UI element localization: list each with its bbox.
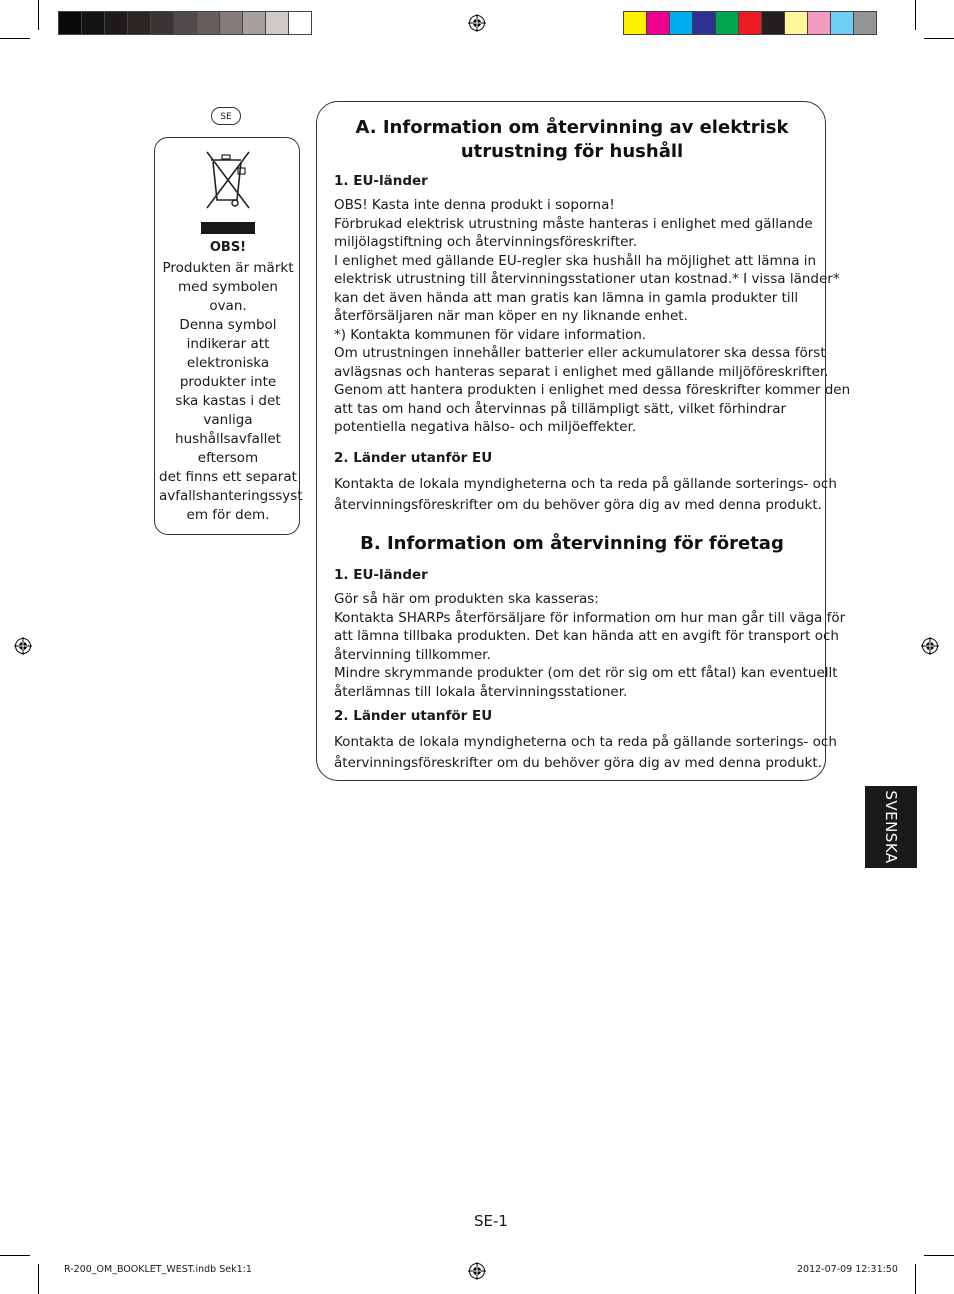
color-swatch xyxy=(715,11,739,35)
section-a-eu-text xyxy=(334,196,851,437)
crop-mark xyxy=(915,1264,916,1294)
color-swatch xyxy=(623,11,647,35)
color-swatch xyxy=(807,11,831,35)
crop-mark xyxy=(924,38,954,39)
country-badge: SE xyxy=(211,107,241,125)
notice-text-line: elektroniska xyxy=(186,355,270,371)
section-b-subheading-eu: 1. EU-länder xyxy=(334,567,428,583)
section-b-eu-text xyxy=(334,590,846,701)
color-swatch xyxy=(288,11,312,35)
gray-color-bar xyxy=(58,11,312,35)
crop-mark xyxy=(0,1255,30,1256)
color-swatch xyxy=(219,11,243,35)
text-line: I enlighet med gällande EU-regler ska hushåll ha möjlighet att lämna in xyxy=(334,252,817,269)
section-a-heading-line: A. Information om återvinning av elektrisk xyxy=(355,117,789,138)
text-line: återvinningsföreskrifter om du behöver göra dig av med denna produkt. xyxy=(334,755,822,771)
color-swatch xyxy=(173,11,197,35)
color-swatch xyxy=(784,11,808,35)
color-swatch xyxy=(104,11,128,35)
color-swatch xyxy=(646,11,670,35)
crop-mark xyxy=(924,1255,954,1256)
language-tab xyxy=(865,786,917,868)
text-line: elektrisk utrustning till återvinningsstationer utan kostnad.* I vissa länder* xyxy=(334,271,840,287)
color-swatch xyxy=(265,11,289,35)
registration-mark-icon xyxy=(14,637,32,655)
text-line: Gör så här om produkten ska kasseras: xyxy=(334,591,599,607)
text-line: återförsäljaren när man köper en ny liknande enhet. xyxy=(334,308,688,324)
crop-mark xyxy=(915,0,916,30)
section-a-subheading-eu: 1. EU-länder xyxy=(334,173,428,189)
color-swatch xyxy=(669,11,693,35)
text-line: miljölagstiftning och återvinningsföreskrifter. xyxy=(334,234,638,250)
notice-text-line: ska kastas i det xyxy=(175,393,281,409)
section-a-non-eu-text xyxy=(334,474,837,516)
section-b-non-eu-text xyxy=(334,732,837,774)
color-swatch xyxy=(150,11,174,35)
crossed-out-wheelie-bin-icon xyxy=(191,144,265,214)
page-number: SE-1 xyxy=(474,1212,508,1230)
color-swatch xyxy=(242,11,266,35)
text-line: återvinningsföreskrifter om du behöver göra dig av med denna produkt. xyxy=(334,497,822,513)
section-a-subheading-non-eu: 2. Länder utanför EU xyxy=(334,450,493,466)
weee-notice-box xyxy=(154,137,303,535)
section-b-heading: B. Information om återvinning för företag xyxy=(360,533,784,554)
text-line: Kontakta de lokala myndigheterna och ta reda på gällande sorterings- och xyxy=(334,734,837,750)
notice-text-line: vanliga xyxy=(203,412,253,428)
crop-mark xyxy=(38,0,39,30)
text-line: Kontakta SHARPs återförsäljare för information om hur man går till väga för xyxy=(334,609,846,626)
color-swatch xyxy=(761,11,785,35)
notice-text-line: em för dem. xyxy=(186,507,270,523)
color-swatch xyxy=(127,11,151,35)
notice-text-line: ovan. xyxy=(209,298,247,314)
language-tab-label: SVENSKA xyxy=(882,790,900,864)
section-a-heading-line: utrustning för hushåll xyxy=(460,141,684,162)
color-swatch xyxy=(738,11,762,35)
registration-mark-icon xyxy=(468,1262,486,1280)
notice-text-line: hushållsavfallet xyxy=(175,431,281,447)
text-line: potentiella negativa hälso- och miljöeffekter. xyxy=(334,419,637,435)
text-line: Förbrukad elektrisk utrustning måste hanteras i enlighet med gällande xyxy=(334,215,813,232)
color-swatch xyxy=(196,11,220,35)
text-line: Kontakta de lokala myndigheterna och ta reda på gällande sorterings- och xyxy=(334,476,837,492)
color-swatch xyxy=(853,11,877,35)
section-a-heading xyxy=(317,116,827,164)
color-swatch xyxy=(81,11,105,35)
notice-text-line: indikerar att xyxy=(186,336,270,352)
registration-mark-icon xyxy=(468,14,486,32)
color-swatch xyxy=(830,11,854,35)
notice-text xyxy=(159,259,303,525)
text-line: att lämna tillbaka produkten. Det kan hända att en avgift för transport och xyxy=(334,628,839,644)
text-line: att tas om hand och återvinnas på tillämpligt sätt, vilket förhindrar xyxy=(334,400,787,417)
notice-text-line: Denna symbol xyxy=(179,317,277,333)
color-swatch xyxy=(58,11,82,35)
crop-mark xyxy=(0,38,30,39)
color-swatch xyxy=(692,11,716,35)
text-line: *) Kontakta kommunen för vidare information. xyxy=(334,326,647,343)
notice-text-line: avfallshanteringssyst xyxy=(159,488,303,504)
notice-text-line: eftersom xyxy=(197,450,259,466)
crop-mark xyxy=(38,1264,39,1294)
section-b-subheading-non-eu: 2. Länder utanför EU xyxy=(334,708,493,724)
footer-file-info: R-200_OM_BOOKLET_WEST.indb Sek1:1 xyxy=(64,1264,252,1275)
footer-timestamp: 2012-07-09 12:31:50 xyxy=(797,1264,898,1275)
text-line: avlägsnas och hanteras separat i enlighet med gällande miljöföreskrifter. xyxy=(334,363,829,380)
notice-text-line: produkter inte xyxy=(179,374,277,390)
notice-text-line: det finns ett separat xyxy=(159,469,297,485)
process-color-bar xyxy=(623,11,877,35)
text-line: återvinning tillkommer. xyxy=(334,646,491,663)
notice-text-line: Produkten är märkt xyxy=(162,260,294,276)
recycling-info-box xyxy=(316,101,851,781)
text-line: kan det även hända att man gratis kan lämna in gamla produkter till xyxy=(334,289,799,306)
text-line: Mindre skrymmande produkter (om det rör sig om ett fåtal) kan eventuellt xyxy=(334,665,838,681)
text-line: Genom att hantera produkten i enlighet med dessa föreskrifter kommer den xyxy=(334,382,851,398)
solid-bar-mark xyxy=(201,222,255,234)
text-line: OBS! Kasta inte denna produkt i soporna! xyxy=(334,197,615,213)
text-line: Om utrustningen innehåller batterier eller ackumulatorer ska dessa först xyxy=(334,345,826,361)
text-line: återlämnas till lokala återvinningsstationer. xyxy=(334,683,628,700)
notice-title: OBS! xyxy=(209,240,247,255)
registration-mark-icon xyxy=(921,637,939,655)
notice-text-line: med symbolen xyxy=(178,279,278,295)
